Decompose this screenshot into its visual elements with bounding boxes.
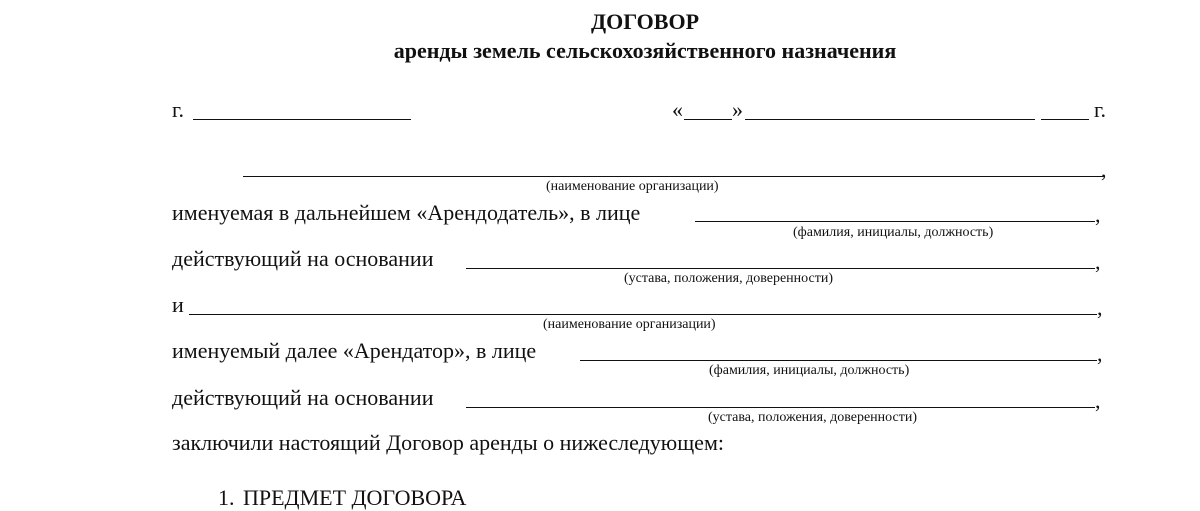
city-line <box>193 119 411 120</box>
lessee-rep-line <box>580 360 1097 361</box>
lessor-org-caption: (наименование организации) <box>546 179 719 194</box>
basis-line-1 <box>466 268 1095 269</box>
lessor-text: именуемая в дальнейшем «Арендодатель», в лице <box>172 200 641 225</box>
lessee-org-caption: (наименование организации) <box>543 317 716 332</box>
basis-comma-1: , <box>1095 249 1101 274</box>
date-quote-open: « <box>672 97 683 122</box>
basis-text-1: действующий на основании <box>172 246 434 271</box>
concluded-text: заключили настоящий Договор аренды о нижеследующем: <box>172 430 724 455</box>
lessee-rep-caption: (фамилия, инициалы, должность) <box>709 363 910 378</box>
section-title: ПРЕДМЕТ ДОГОВОРА <box>243 485 467 510</box>
lessee-org-line <box>189 314 1097 315</box>
lessor-rep-comma: , <box>1095 202 1101 227</box>
basis-caption-2: (устава, положения, доверенности) <box>708 410 917 425</box>
date-day-line <box>684 119 732 120</box>
section-number: 1. <box>218 485 235 510</box>
date-year-line <box>1041 119 1089 120</box>
lessor-rep-line <box>695 221 1095 222</box>
lessor-rep-caption: (фамилия, инициалы, должность) <box>793 225 994 240</box>
lessor-org-comma: , <box>1101 157 1107 182</box>
basis-line-2 <box>466 407 1095 408</box>
basis-caption-1: (устава, положения, доверенности) <box>624 271 833 286</box>
year-suffix: г. <box>1094 97 1107 122</box>
date-quote-close: » <box>732 97 743 122</box>
lessee-org-comma: , <box>1097 295 1103 320</box>
city-prefix: г. <box>172 97 185 122</box>
lessee-rep-comma: , <box>1097 341 1103 366</box>
lessor-org-line <box>243 176 1103 177</box>
document-title: ДОГОВОР <box>590 9 700 34</box>
document-subtitle: аренды земель сельскохозяйственного назначения <box>393 38 897 63</box>
basis-text-2: действующий на основании <box>172 385 434 410</box>
date-month-line <box>745 119 1035 120</box>
and-text: и <box>172 292 184 317</box>
lessee-text: именуемый далее «Арендатор», в лице <box>172 338 537 363</box>
basis-comma-2: , <box>1095 388 1101 413</box>
